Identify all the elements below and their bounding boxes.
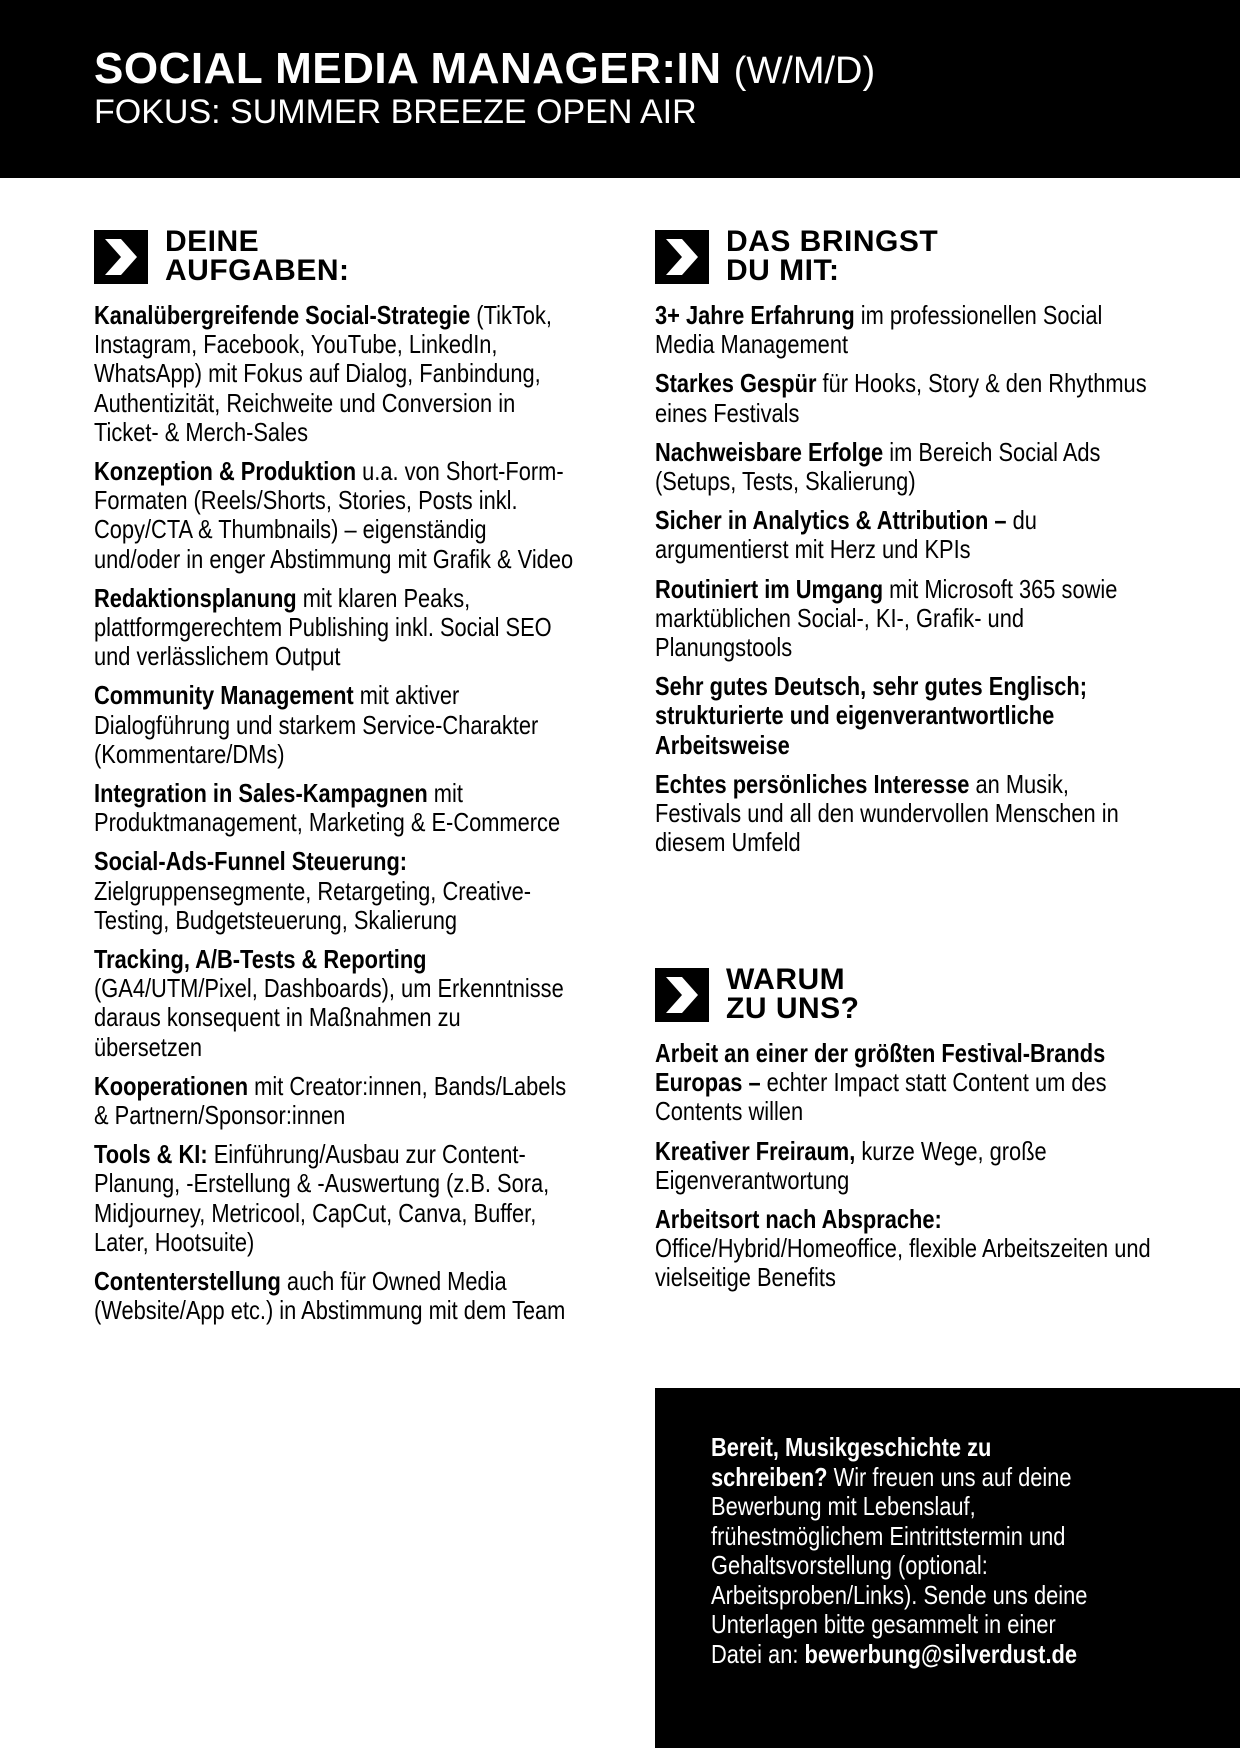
section-heading <box>655 227 1155 285</box>
list-item <box>655 301 1155 359</box>
item-text: im Bereich Social Ads (Setups, Tests, Skalierung) <box>655 436 1101 497</box>
item-bold: Sehr gutes Deutsch, sehr gutes Englisch; strukturierte und eigenverantwortliche Arbeitsweise <box>655 671 1088 760</box>
item-bold: Arbeit an einer der größten Festival-Brands Europas – <box>655 1038 1106 1098</box>
section-title-line1: DAS BRINGST <box>726 225 939 258</box>
chevron-right-icon <box>94 230 148 284</box>
item-text: echter Impact statt Content um des Contents willen <box>655 1067 1107 1127</box>
item-text: kurze Wege, große Eigenverantwortung <box>655 1135 1047 1195</box>
item-text: mit Microsoft 365 sowie marktüblichen Social-, KI-, Grafik- und Planungstools <box>655 573 1118 663</box>
page-subtitle: FOKUS: SUMMER BREEZE OPEN AIR <box>94 93 697 131</box>
item-text: für Hooks, Story & den Rhythmus eines Festivals <box>655 368 1147 428</box>
list-item <box>94 457 574 574</box>
item-bold: Arbeitsort nach Absprache: <box>655 1204 942 1235</box>
header-banner <box>0 0 1240 178</box>
list-item <box>94 301 574 447</box>
item-bold: Kreativer Freiraum, <box>655 1135 856 1166</box>
list-item <box>655 1137 1155 1195</box>
gender-suffix: (W/M/D) <box>733 50 876 92</box>
list-item <box>655 672 1155 760</box>
task-list <box>94 301 574 1326</box>
application-text <box>711 1433 1106 1669</box>
section-title <box>726 965 860 1023</box>
section-warum <box>655 965 1155 1303</box>
cta-headline: Bereit, Musikgeschichte zu schreiben? <box>711 1432 992 1492</box>
item-bold: Echtes persönliches Interesse <box>655 768 970 799</box>
item-text: (TikTok, Instagram, Facebook, YouTube, LinkedIn, WhatsApp) mit Fokus auf Dialog, Fanbindung, Authentizität, Reichweite und Conversion in Ticket- & Merch-Sales <box>94 300 552 447</box>
section-title <box>165 227 350 285</box>
requirements-list <box>655 301 1155 857</box>
list-item <box>655 1205 1155 1293</box>
item-bold: Integration in Sales-Kampagnen <box>94 778 428 809</box>
item-bold: Social-Ads-Funnel Steuerung: <box>94 846 408 877</box>
section-heading <box>655 965 1155 1023</box>
item-text: u.a. von Short-Form-Formaten (Reels/Shorts, Stories, Posts inkl. Copy/CTA & Thumbnails) – eigenständig und/oder in enger Abstimmung mit Grafik & Video <box>94 456 574 574</box>
section-title-line1: DEINE <box>165 225 260 258</box>
list-item <box>94 1072 574 1130</box>
job-title: SOCIAL MEDIA MANAGER:IN <box>94 44 722 93</box>
application-box <box>655 1388 1240 1748</box>
chevron-right-icon <box>655 230 709 284</box>
item-bold: Kooperationen <box>94 1070 249 1101</box>
item-bold: Routiniert im Umgang <box>655 573 884 604</box>
page-title <box>94 44 875 96</box>
item-text: Zielgruppensegmente, Retargeting, Creative-Testing, Budgetsteuerung, Skalierung <box>94 875 532 935</box>
item-text: mit aktiver Dialogführung und starkem Service-Charakter (Kommentare/DMs) <box>94 680 539 769</box>
section-bringst <box>655 227 1155 867</box>
item-text: du argumentierst mit Herz und KPIs <box>655 505 1037 565</box>
benefits-list <box>655 1039 1155 1293</box>
item-bold: Kanalübergreifende Social-Strategie <box>94 300 471 330</box>
list-item <box>655 506 1155 564</box>
email-link[interactable]: bewerbung@silverdust.de <box>804 1638 1078 1669</box>
item-bold: Tools & KI: <box>94 1139 208 1170</box>
item-text: im professionellen Social Media Management <box>655 300 1103 360</box>
item-bold: Starkes Gespür <box>655 368 817 399</box>
list-item <box>655 575 1155 663</box>
list-item <box>94 1267 574 1325</box>
item-text: auch für Owned Media (Website/App etc.) in Abstimmung mit dem Team <box>94 1266 566 1326</box>
item-bold: Nachweisbare Erfolge <box>655 436 884 467</box>
item-text: (GA4/UTM/Pixel, Dashboards), um Erkenntnisse daraus konsequent in Maßnahmen zu übersetzen <box>94 973 564 1062</box>
item-bold: Konzeption & Produktion <box>94 456 357 487</box>
item-text: mit Produktmanagement, Marketing & E-Commerce <box>94 778 561 838</box>
cta-body: Wir freuen uns auf deine Bewerbung mit Lebenslauf, frühestmöglichem Eintrittstermin und Gehaltsvorstellung (optional: Arbeitsproben/Links). Sende uns deine Unterlagen bitte gesammelt in einer Datei an: <box>711 1461 1088 1669</box>
section-title-line2: DU MIT: <box>726 254 840 287</box>
item-text: an Musik, Festivals und all den wundervollen Menschen in diesem Umfeld <box>655 768 1119 858</box>
list-item <box>94 681 574 769</box>
item-text: Einführung/Ausbau zur Content-Planung, -Erstellung & -Auswertung (z.B. Sora, Midjourney, Metricool, CapCut, Canva, Buffer, Later, Hootsuite) <box>94 1139 550 1257</box>
item-bold: Tracking, A/B-Tests & Reporting <box>94 944 427 975</box>
section-aufgaben <box>94 227 574 1336</box>
list-item <box>94 1140 574 1257</box>
list-item <box>94 945 574 1062</box>
item-bold: Sicher in Analytics & Attribution – <box>655 505 1007 536</box>
list-item <box>94 779 574 837</box>
list-item <box>655 1039 1155 1127</box>
item-bold: Redaktionsplanung <box>94 582 297 613</box>
item-bold: 3+ Jahre Erfahrung <box>655 300 855 330</box>
section-title-line2: AUFGABEN: <box>165 254 350 287</box>
list-item <box>655 369 1155 427</box>
item-text: mit Creator:innen, Bands/Labels & Partnern/Sponsor:innen <box>94 1070 567 1131</box>
chevron-right-icon <box>655 968 709 1022</box>
list-item <box>655 770 1155 858</box>
item-bold: Contenterstellung <box>94 1266 281 1297</box>
list-item <box>94 847 574 935</box>
section-title-line2: ZU UNS? <box>726 992 860 1025</box>
section-heading <box>94 227 574 285</box>
section-title-line1: WARUM <box>726 963 846 996</box>
item-text: mit klaren Peaks, plattformgerechtem Publishing inkl. Social SEO und verlässlichem Output <box>94 582 552 672</box>
list-item <box>94 584 574 672</box>
section-title <box>726 227 938 285</box>
item-text: Office/Hybrid/Homeoffice, flexible Arbeitszeiten und vielseitige Benefits <box>655 1233 1151 1293</box>
list-item <box>655 438 1155 496</box>
item-bold: Community Management <box>94 680 354 711</box>
